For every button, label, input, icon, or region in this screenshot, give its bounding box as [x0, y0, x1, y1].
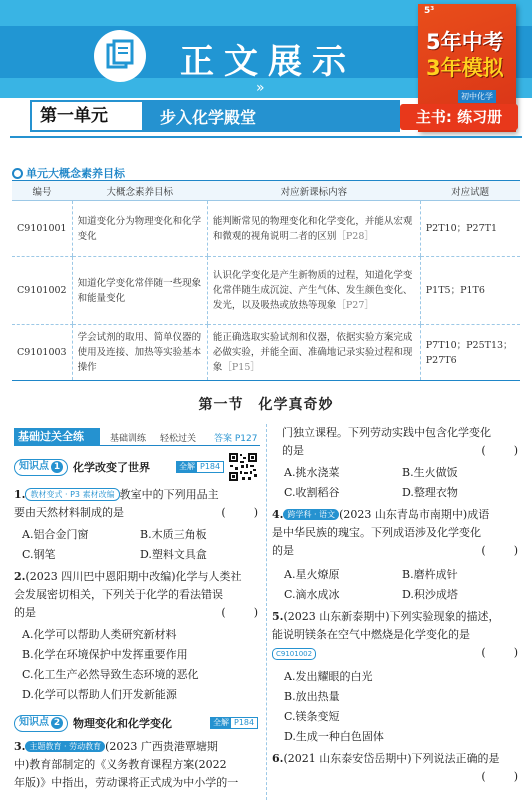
header-tests: 对应试题 — [420, 181, 520, 201]
question-2 — [14, 568, 260, 622]
drill-sub1: 基础训练 — [110, 434, 147, 444]
question-text: 的是 — [282, 444, 304, 457]
row-tests: P2T10；P27T1 — [420, 201, 520, 257]
row-content — [207, 257, 420, 325]
question-text: 会发展密切相关，下列关于化学的看法错误 — [14, 588, 223, 601]
answer-blank: ( ) — [481, 646, 520, 659]
question-text: 年版)》中指出，劳动课将正式成为中小学的一 — [14, 776, 239, 789]
knowledge-point-2 — [14, 714, 172, 732]
book-subtitle: 初中化学 — [458, 90, 496, 103]
option-c: C.收割稻谷 — [284, 486, 340, 499]
book-title-line2: 3年模拟 — [426, 56, 504, 80]
question-number: 3. — [14, 740, 26, 753]
content-text: 能正确选取实验试剂和仪器，依据实验方案完成必做实验，并能全面、准确地记录实验过程和现象 — [212, 332, 413, 373]
divider — [10, 136, 522, 138]
section-title: 第一节 化学真奇妙 — [198, 397, 334, 413]
question-text: 的是 — [14, 606, 36, 619]
option-c: C.镁条变短 — [284, 710, 340, 723]
question-1 — [14, 486, 260, 522]
option-c: C.化工生产必然导致生态环境的恶化 — [22, 668, 199, 681]
row-goal: 知道变化分为物理变化和化学变化 — [72, 201, 207, 257]
table-row — [12, 257, 520, 325]
content-text: 认识化学变化是产生新物质的过程，知道化学变化常伴随生成沉淀、产生气体、发生颜色变化、发光，以及吸热或放热等现象 — [212, 270, 413, 311]
question-text: 要由天然材料制成的是 — [14, 506, 124, 519]
option-b: B.放出热量 — [284, 690, 340, 703]
kp-title: 物理变化和化学变化 — [73, 717, 172, 730]
book-brand: 5³ — [424, 6, 435, 16]
question-number: 5. — [272, 610, 284, 623]
option-a: A.星火燎原 — [284, 568, 340, 581]
option-a: A.挑水浇菜 — [284, 466, 340, 479]
question-3 — [14, 738, 260, 792]
answer-blank: ( ) — [481, 444, 520, 457]
page-ref: ［P28］ — [336, 230, 374, 242]
banner-title: 正文展示 — [180, 42, 356, 82]
option-a: A.化学可以帮助人类研究新材料 — [22, 628, 177, 641]
table-row — [12, 325, 520, 381]
question-number: 4. — [272, 508, 284, 521]
question-3-continued — [282, 424, 520, 460]
question-text: 教室中的下列用品主 — [119, 488, 219, 501]
option-a: A.铝合金门窗 — [22, 528, 89, 541]
answer-blank: ( ) — [221, 506, 260, 519]
question-text: 中)教育部制定的《义务教育课程方案(2022 — [14, 758, 227, 771]
row-tests: P1T5；P1T6 — [420, 257, 520, 325]
drill-tag: 基础过关全练 — [14, 428, 100, 446]
header-goal: 大概念素养目标 — [72, 181, 207, 201]
book-tag: 主书: 练习册 — [400, 104, 518, 130]
question-number: 2. — [14, 570, 26, 583]
question-text: (2023 山东新泰期中)下列实验现象的描述， — [283, 610, 500, 623]
option-b: B.化学在环境保护中发挥重要作用 — [22, 648, 188, 661]
full-page: P184 — [234, 718, 255, 727]
goal-code-tag: C9101002 — [272, 648, 316, 660]
full-solution-tag — [210, 717, 258, 729]
row-goal: 学会试剂的取用、简单仪器的使用及连接、加热等实验基本操作 — [72, 325, 207, 381]
content-text: 能判断常见的物理变化和化学变化，并能从宏观和微观的视角说明二者的区别 — [212, 215, 413, 242]
option-b: B.生火做饭 — [402, 466, 458, 479]
option-d: D.整理衣物 — [402, 486, 458, 499]
column-divider — [266, 424, 267, 800]
kp-tag-label: 知识点 — [19, 461, 49, 472]
full-page: P184 — [200, 462, 221, 471]
question-text: 是中华民族的瑰宝。下列成语涉及化学变化 — [272, 526, 481, 539]
question-tag: 跨学科 · 语文 — [283, 509, 339, 520]
row-code: C9101003 — [12, 325, 72, 381]
question-number: 6. — [272, 752, 284, 765]
row-tests: P7T10；P25T13；P27T6 — [420, 325, 520, 381]
header-content: 对应新课标内容 — [207, 181, 420, 201]
books-icon — [94, 30, 146, 82]
kp-number: 2 — [51, 717, 63, 729]
option-c: C.钢笔 — [22, 548, 56, 561]
question-text: (2021 山东泰安岱岳期中)下列说法正确的是 — [283, 752, 500, 765]
header-code: 编号 — [12, 181, 72, 201]
answer-ref: 答案 P127 — [214, 434, 258, 444]
question-text: (2023 四川巴中恩阳期中改编)化学与人类社 — [25, 570, 242, 583]
option-b: B.木质三角板 — [140, 528, 207, 541]
full-solution-tag — [176, 461, 224, 473]
goals-heading-text: 单元大概念素养目标 — [26, 167, 125, 180]
unit-name: 步入化学殿堂 — [160, 108, 257, 127]
full-label: 全解 — [213, 718, 229, 727]
option-b: B.磨杵成针 — [402, 568, 458, 581]
option-d: D.生成一种白色固体 — [284, 730, 384, 743]
option-d: D.积沙成塔 — [402, 588, 458, 601]
option-a: A.发出耀眼的白光 — [284, 670, 373, 683]
question-number: 1. — [14, 488, 26, 501]
target-icon — [12, 168, 23, 179]
option-d: D.塑料文具盒 — [140, 548, 207, 561]
question-4 — [272, 506, 520, 560]
book-title-line1: 5年中考 — [426, 30, 504, 54]
goals-heading — [12, 165, 125, 181]
table-row — [12, 201, 520, 257]
table-header-row — [12, 181, 520, 201]
unit-label: 第一单元 — [30, 100, 144, 132]
kp-tag — [14, 459, 68, 476]
question-6 — [272, 750, 520, 786]
page-ref: ［P15］ — [222, 362, 260, 373]
row-content — [207, 325, 420, 381]
knowledge-point-1 — [14, 458, 150, 476]
kp-tag-label: 知识点 — [19, 717, 49, 728]
full-label: 全解 — [179, 462, 195, 471]
question-text: 能说明镁条在空气中燃烧是化学变化的是 — [272, 628, 470, 641]
row-code: C9101002 — [12, 257, 72, 325]
question-tag: 主题教育 · 劳动教育 — [25, 741, 105, 752]
question-text: (2023 广西贵港覃塘期 — [105, 740, 218, 753]
page-ref: ［P27］ — [336, 300, 374, 311]
question-text: 门独立课程。下列劳动实践中包含化学变化 — [282, 426, 491, 439]
kp-tag — [14, 715, 68, 732]
goals-table — [12, 180, 520, 381]
chevron-down-icon: » — [256, 80, 265, 96]
answer-blank: ( ) — [481, 544, 520, 557]
row-goal: 知道化学变化常伴随一些现象和能量变化 — [72, 257, 207, 325]
answer-blank: ( ) — [221, 606, 260, 619]
question-tag: 教材变式 · P3 素材改编 — [25, 488, 119, 501]
drill-sub2: 轻松过关 — [160, 434, 197, 444]
kp-title: 化学改变了世界 — [73, 461, 150, 474]
row-content — [207, 201, 420, 257]
answer-blank: ( ) — [481, 770, 520, 783]
option-d: D.化学可以帮助人们开发新能源 — [22, 688, 177, 701]
row-code: C9101001 — [12, 201, 72, 257]
question-5 — [272, 608, 520, 662]
kp-number: 1 — [51, 461, 63, 473]
option-c: C.滴水成冰 — [284, 588, 340, 601]
qr-code-icon — [228, 452, 258, 482]
question-text: (2023 山东青岛市南期中)成语 — [339, 508, 490, 521]
question-text: 的是 — [272, 544, 294, 557]
